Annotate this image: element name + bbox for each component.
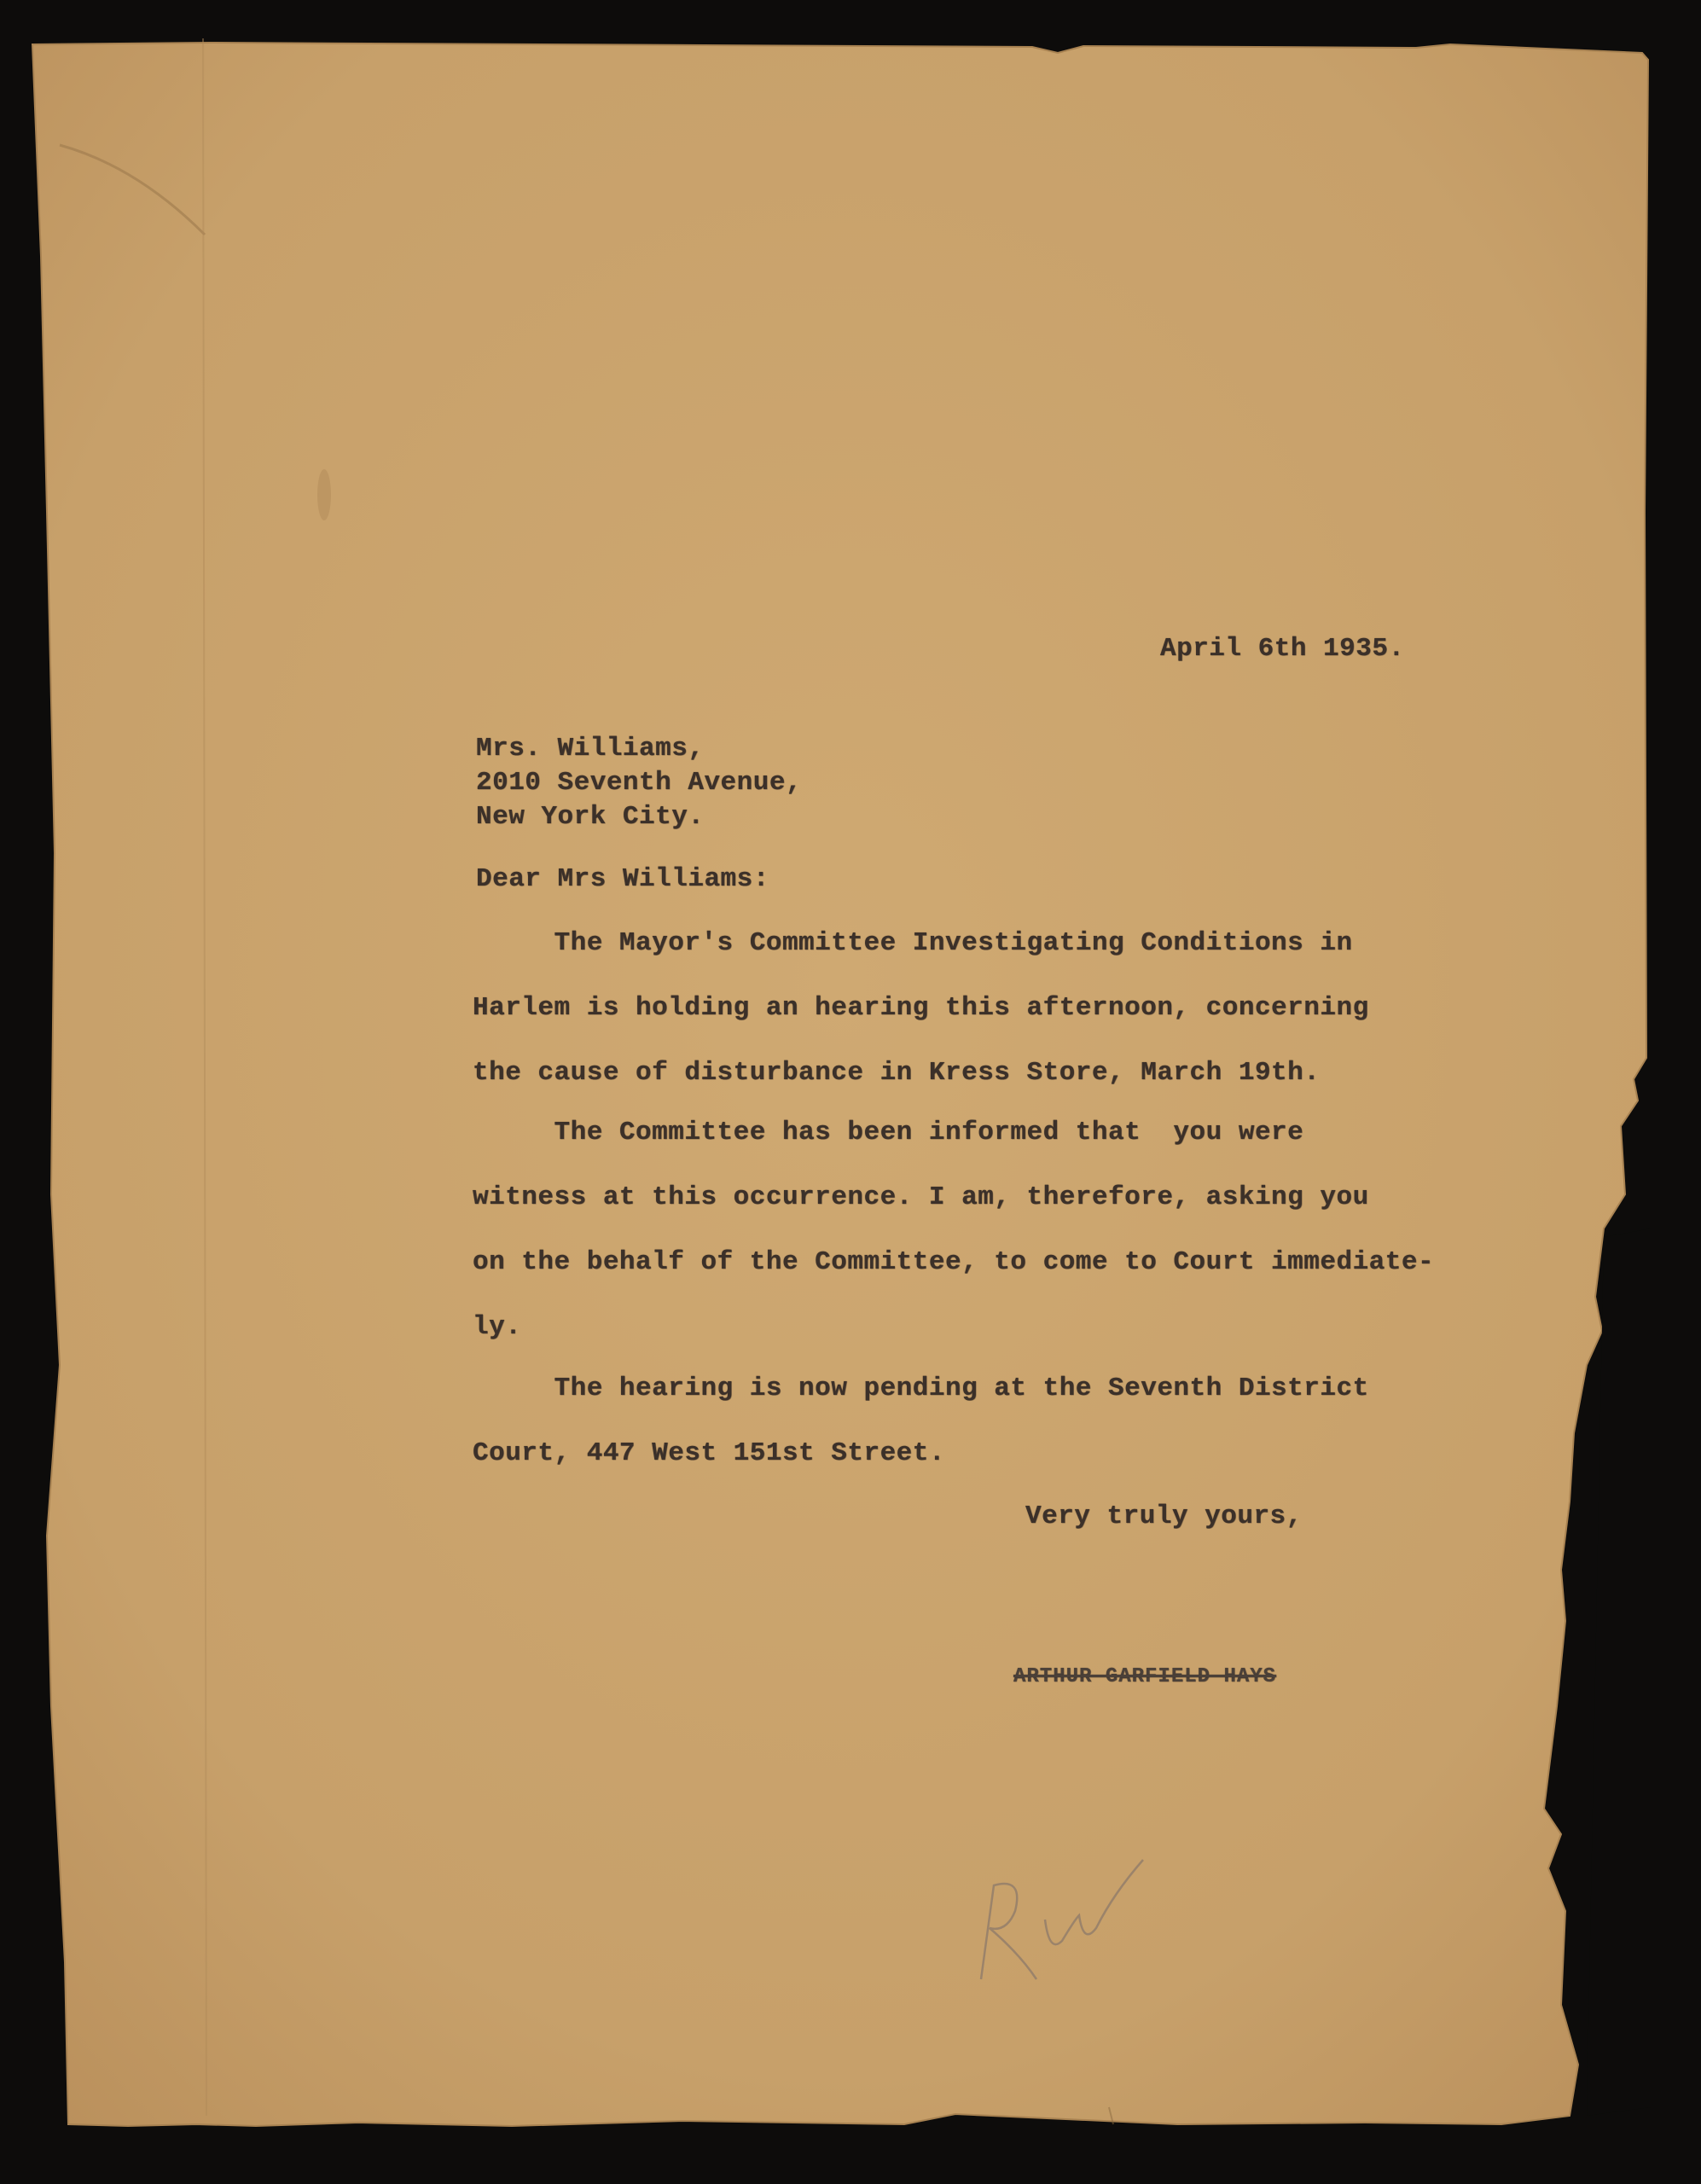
salutation: Dear Mrs Williams:	[476, 864, 769, 894]
recipient-city: New York City.	[476, 802, 705, 832]
paragraph-line: Court, 447 West 151st Street.	[473, 1438, 945, 1468]
handwritten-initials	[955, 1834, 1177, 1996]
paragraph-line: ly.	[473, 1312, 522, 1342]
letter-date: April 6th 1935.	[1160, 634, 1405, 664]
paragraph-line: The Mayor's Committee Investigating Conditions in	[473, 928, 1353, 958]
recipient-name: Mrs. Williams,	[476, 734, 705, 764]
paragraph-line: on the behalf of the Committee, to come to Court immediate-	[473, 1247, 1435, 1277]
paragraph-line: The Committee has been informed that you were	[473, 1118, 1304, 1147]
paragraph-line: The hearing is now pending at the Seventh District	[473, 1374, 1369, 1403]
signature-line: ARTHUR GARFIELD HAYS	[1013, 1665, 1277, 1688]
paragraph-line: Harlem is holding an hearing this afternoon, concerning	[473, 993, 1369, 1023]
paragraph-1	[473, 930, 1369, 1124]
paragraph-2	[473, 1119, 1434, 1379]
recipient-street: 2010 Seventh Avenue,	[476, 768, 803, 798]
paragraph-line: witness at this occurrence. I am, therefore, asking you	[473, 1182, 1369, 1212]
paragraph-line: the cause of disturbance in Kress Store, March 19th.	[473, 1058, 1321, 1088]
paragraph-3	[473, 1375, 1369, 1505]
closing: Very truly yours,	[1025, 1502, 1303, 1531]
